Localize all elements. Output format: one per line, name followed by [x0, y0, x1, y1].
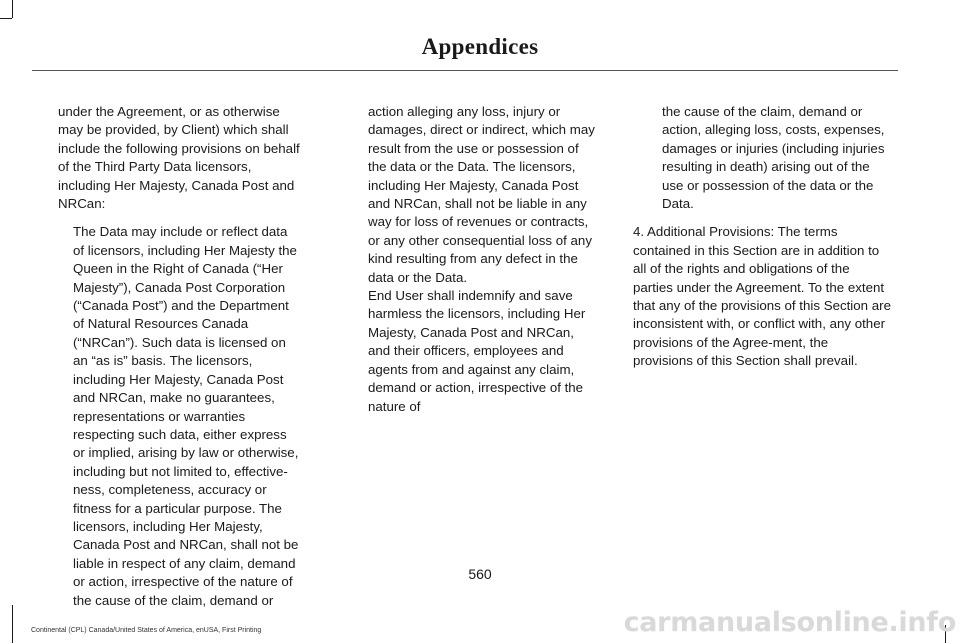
watermark-logo: carmanualsonline.info [623, 607, 956, 638]
text-column-2 [368, 103, 596, 416]
header-divider [32, 70, 898, 71]
page-title: Appendices [421, 34, 539, 59]
page-number: 560 [468, 566, 492, 582]
crop-mark-top-left-vertical [12, 0, 13, 18]
crop-mark-bottom-left [12, 605, 13, 643]
crop-mark-top-left-horizontal [0, 18, 12, 19]
paragraph-indemnify: End User shall indemnify and save harmless the licensors, including Her Majesty, Canada Post and NRCan, and their officers, employees and agents from and against any claim, demand or action, irrespective of the nature of [368, 288, 586, 414]
text-column-3 [633, 103, 891, 371]
footer-printing-note: Continental (CPL) Canada/United States of America, enUSA, First Printing [31, 627, 262, 634]
paragraph-intro: under the Agreement, or as otherwise may be provided, by Client) which shall include the following provisions on behalf of the Third Party Data licensors, including Her Majesty, Canada Post and NRCan: [58, 104, 300, 212]
paragraph-additional-provisions: 4. Additional Provisions: The terms contained in this Section are in addition to all of the rights and obligations of the parties under the Agreement. To the extent that any of the provisions of this Section are inconsistent with, or conflict with, any other provisions of the Agree-ment, the provisions of this Section shall prevail. [633, 224, 891, 369]
paragraph-disclaimer-continued: action alleging any loss, injury or damages, direct or indirect, which may result from the use or possession of the data or the Data. The licensors, including Her Majesty, Canada Post and NRCan, shall not be liable in any way for loss of revenues or contracts, or any other consequential loss of any kind resulting from any defect in the data or the Data. [368, 104, 595, 285]
paragraph-indemnify-continued: the cause of the claim, demand or action, alleging loss, costs, expenses, damages or injuries (including injuries resulting in death) arising out of the use or possession of the data or the Data. [662, 104, 885, 212]
text-column-1 [58, 103, 300, 610]
paragraph-licensor-disclaimer: The Data may include or reflect data of licensors, including Her Majesty the Queen in the Right of Canada (“Her Majesty”), Canada Post Corporation (“Canada Post”) and the Department of Natural Resources Canada (“NRCan”). Such data is licensed on an “as is” basis. The licensors, including Her Majesty, Canada Post and NRCan, make no guarantees, representations or warranties respecting such data, either express or implied, arising by law or otherwise, including but not limited to, effective-ness, completeness, accuracy or fitness for a particular purpose. The licensors, including Her Majesty, Canada Post and NRCan, shall not be liable in respect of any claim, demand or action, irrespective of the nature of the cause of the claim, demand or [73, 224, 299, 608]
